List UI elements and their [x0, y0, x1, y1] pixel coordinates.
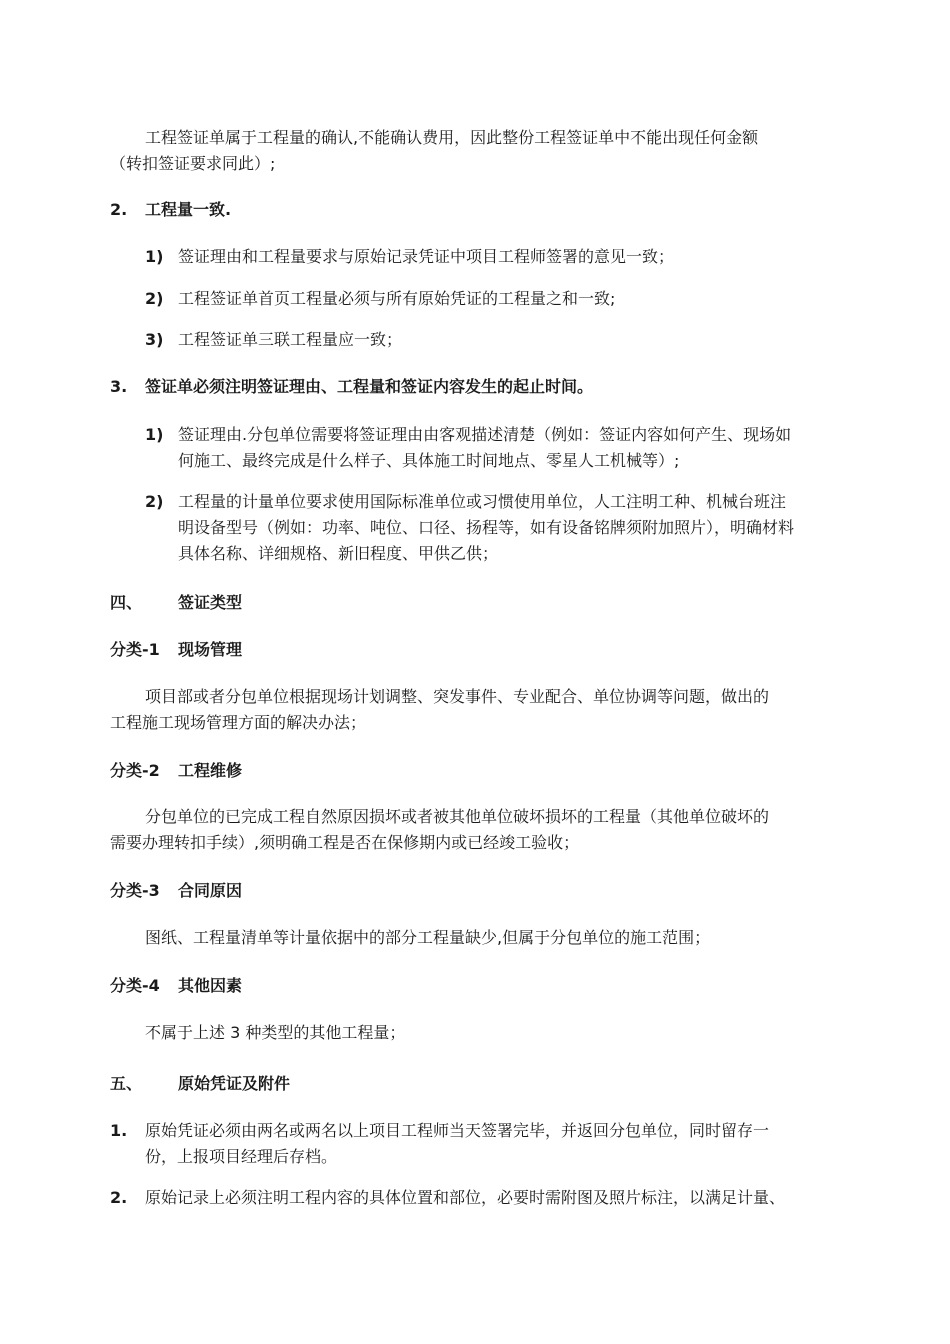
item-2-sub-2-number: 2)	[145, 289, 164, 308]
section-5-item-1-line-1: 原始凭证必须由两名或两名以上项目工程师当天签署完毕，并返回分包单位，同时留存一	[145, 1121, 770, 1140]
category-4-name: 其他因素	[178, 976, 243, 995]
item-3-sub-2-number: 2)	[145, 492, 164, 511]
item-2-number: 2.	[110, 200, 128, 219]
category-1-name: 现场管理	[178, 640, 243, 659]
item-2-sub-2-text: 工程签证单首页工程量必须与所有原始凭证的工程量之和一致;	[178, 289, 616, 308]
category-4-label: 分类-4	[110, 976, 160, 995]
category-2-name: 工程维修	[178, 761, 243, 780]
item-3-sub-1-line-2: 何施工、最终完成是什么样子、具体施工时间地点、零星人工机械等）;	[178, 451, 680, 470]
item-2-sub-3-number: 3)	[145, 330, 164, 349]
section-5-item-2-number: 2.	[110, 1188, 128, 1207]
category-1-line-2: 工程施工现场管理方面的解决办法；	[110, 713, 367, 732]
section-5-number: 五、	[110, 1074, 143, 1093]
section-5-item-1-line-2: 份，上报项目经理后存档。	[145, 1147, 338, 1166]
item-2-sub-1-number: 1)	[145, 247, 164, 266]
section-4-number: 四、	[110, 593, 143, 612]
category-3-name: 合同原因	[178, 881, 243, 900]
section-5-title: 原始凭证及附件	[178, 1074, 291, 1093]
item-3-sub-2-line-1: 工程量的计量单位要求使用国际标准单位或习惯使用单位，人工注明工种、机械台班注	[178, 492, 787, 511]
category-1-line-1: 项目部或者分包单位根据现场计划调整、突发事件、专业配合、单位协调等问题，做出的	[145, 687, 770, 706]
item-2-title: 工程量一致.	[145, 200, 232, 219]
category-2-line-2: 需要办理转扣手续）,须明确工程是否在保修期内或已经竣工验收；	[110, 833, 580, 852]
category-1-label: 分类-1	[110, 640, 160, 659]
item-3-sub-2-line-3: 具体名称、详细规格、新旧程度、甲供乙供；	[178, 544, 499, 563]
item-3-title: 签证单必须注明签证理由、工程量和签证内容发生的起止时间。	[145, 377, 594, 396]
category-2-label: 分类-2	[110, 761, 160, 780]
category-2-line-1: 分包单位的已完成工程自然原因损坏或者被其他单位破坏损坏的工程量（其他单位破坏的	[145, 807, 770, 826]
intro-line-1: 工程签证单属于工程量的确认,不能确认费用，因此整份工程签证单中不能出现任何金额	[145, 128, 759, 147]
intro-line-2: （转扣签证要求同此）;	[110, 154, 276, 173]
section-5-item-1-number: 1.	[110, 1121, 128, 1140]
category-3-label: 分类-3	[110, 881, 160, 900]
item-3-sub-1-number: 1)	[145, 425, 164, 444]
item-3-number: 3.	[110, 377, 128, 396]
item-2-sub-1-text: 签证理由和工程量要求与原始记录凭证中项目工程师签署的意见一致；	[178, 247, 675, 266]
item-3-sub-2-line-2: 明设备型号（例如：功率、吨位、口径、扬程等，如有设备铭牌须附加照片），明确材料	[178, 518, 795, 537]
category-3-line-1: 图纸、工程量清单等计量依据中的部分工程量缺少,但属于分包单位的施工范围；	[145, 928, 711, 947]
section-5-item-2-line-1: 原始记录上必须注明工程内容的具体位置和部位，必要时需附图及照片标注，以满足计量、	[145, 1188, 786, 1207]
item-2-sub-3-text: 工程签证单三联工程量应一致；	[178, 330, 403, 349]
section-4-title: 签证类型	[178, 593, 243, 612]
item-3-sub-1-line-1: 签证理由.分包单位需要将签证理由由客观描述清楚（例如：签证内容如何产生、现场如	[178, 425, 792, 444]
category-4-line-1: 不属于上述 3 种类型的其他工程量；	[145, 1023, 406, 1042]
